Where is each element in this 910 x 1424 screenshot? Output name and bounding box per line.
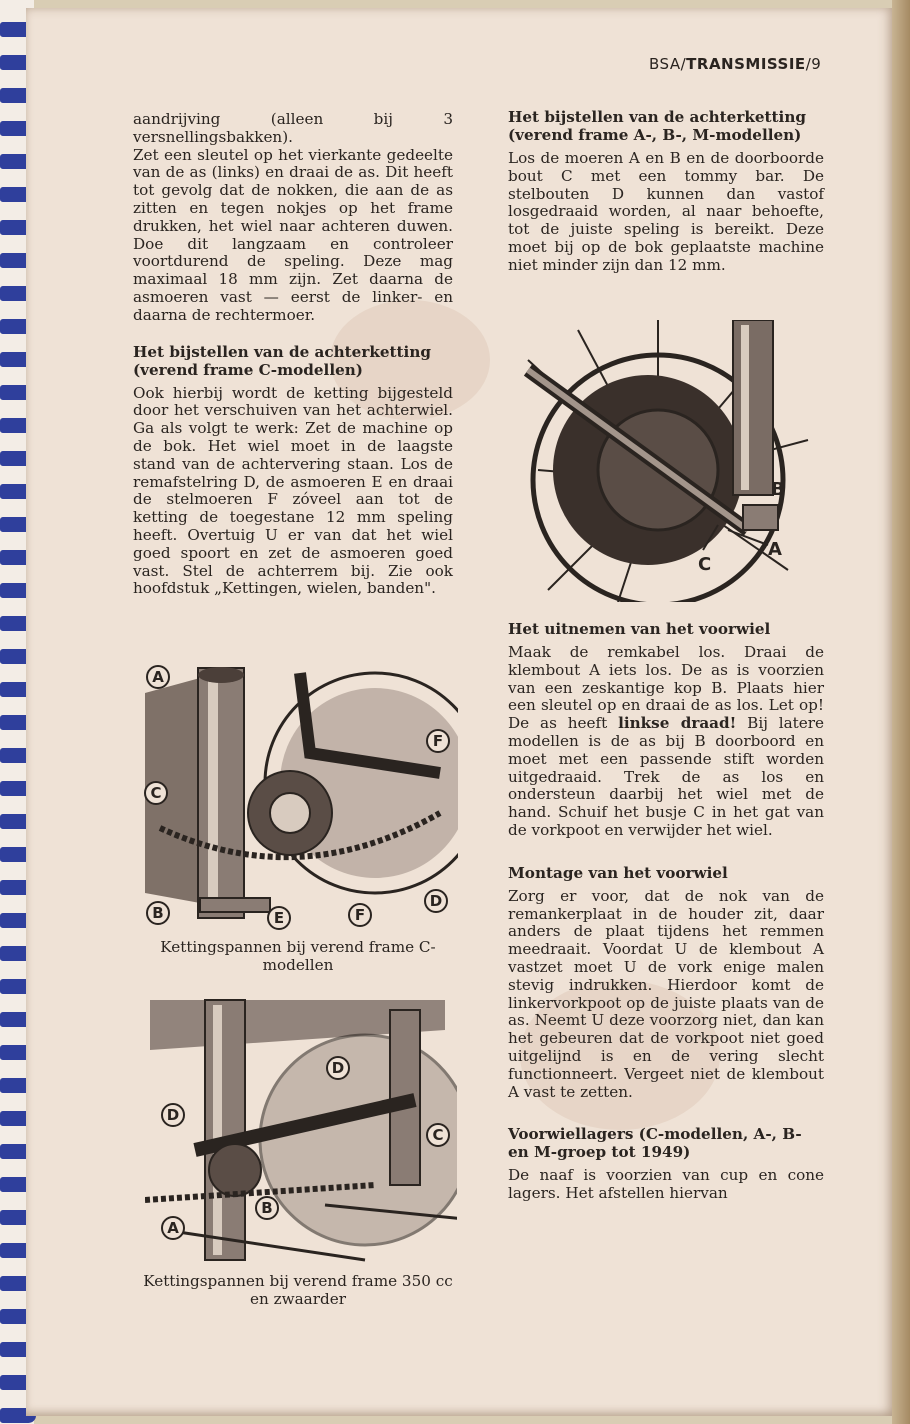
label-d: D (166, 1106, 180, 1124)
section-text: De naaf is voorzien van cup en cone lagers. Het afstellen hiervan (508, 1166, 824, 1203)
label-b: B (261, 1199, 273, 1217)
figure-caption: Kettingspannen bij verend frame 350 cc en zwaarder (143, 1272, 453, 1308)
header-brand: BSA (649, 55, 681, 73)
section-text-part: Bij latere modellen is de as bij B doorboord en moet met een passende stift worden uitgedraaid. Trek de as los en ondersteun daarbij het wiel met de hand. Schuif het busje C in het gat van de vorkpoot en verwijder het wiel. (508, 714, 825, 839)
label-d: D (331, 1059, 345, 1077)
label-f: F (354, 906, 366, 924)
left-column (133, 111, 453, 598)
section-heading: Montage van het voorwiel (508, 863, 728, 882)
label-b: B (152, 904, 164, 922)
right-column-bottom (508, 602, 824, 1203)
label-a: A (152, 668, 164, 686)
section-heading: Het bijstellen van de achterketting (verend frame C-modellen) (133, 342, 431, 379)
intro-paragraph: aandrijving (alleen bij 3 versnellingsbakken). (133, 110, 453, 146)
section-text: Los de moeren A en B en de doorboorde bout C met een tommy bar. De stelbouten D kunnen dan vastof losgedraaid worden, al naar behoefte, tot de juiste speling is bereikt. Deze moet bij op de bok geplaatste machine niet minder zijn dan 12 mm. (508, 149, 824, 274)
illustration-rear-hub (140, 663, 458, 933)
section-text (508, 644, 824, 840)
page-number: 9 (811, 55, 822, 73)
label-e: E (273, 909, 285, 927)
label-f: F (432, 732, 444, 750)
label-c: C (698, 554, 712, 575)
right-column-top (508, 108, 824, 275)
label-a: A (167, 1219, 179, 1237)
section-heading: Het bijstellen van de achterketting (verend frame A-, B-, M-modellen) (508, 108, 806, 144)
section-heading: Het uitnemen van het voorwiel (508, 620, 771, 638)
section-text-part: Maak de remkabel los. Draai de klembout A iets los. De as is voorzien van een zeskantige kop B. Plaats hier een sleutel op en draai de as los. Let op! De as heeft (508, 643, 824, 733)
figure-chain-tensioner-c (140, 663, 458, 933)
section-heading: Voorwiellagers (C-modellen, A-, B- en M-groep tot 1949) (508, 1125, 802, 1162)
header-section: TRANSMISSIE (686, 55, 806, 73)
label-d: D (429, 892, 443, 910)
warning-text: linkse draad! (618, 714, 737, 733)
figure-chain-tensioner-350cc (145, 990, 457, 1268)
page-edge (892, 0, 910, 1424)
label-c: C (432, 1126, 444, 1144)
running-header: BSA/TRANSMISSIE/9 (649, 55, 822, 73)
figure-caption: Kettingspannen bij verend frame C-modellen (160, 938, 436, 974)
figure-front-wheel (518, 320, 818, 602)
label-b: B (771, 479, 785, 500)
section-text: Zorg er voor, dat de nok van de remankerplaat in de houder zit, daar anders de plaat tijdens het remmen meedraait. Voordat U de klembout A vastzet moet U de vork enige malen stevig indrukken. Hierdoor komt de linkervorkpoot op de juiste plaats van de as. Neemt U deze voorzorg niet, dan kan het gebeuren dat de vorkpoot niet goed uitgelijnd is en de vering slecht functionneert. Vergeet niet de klembout A vast te zetten. (508, 886, 824, 1101)
label-a: A (768, 539, 782, 560)
illustration-front-hub (518, 320, 818, 602)
intro-paragraph: Zet een sleutel op het vierkante gedeelte van de as (links) en draai de as. Dit heeft tot gevolg dat de nokken, die aan de as zitten en tegen nokjes op het frame drukken, het wiel naar achteren duwen. Doe dit langzaam en controleer voortdurend de speling. Deze mag maximaal 18 mm zijn. Zet daarna de asmoeren vast — eerst de linker- en daarna de rechtermoer. (133, 145, 453, 324)
label-c: C (150, 784, 162, 802)
illustration-swingarm (145, 990, 457, 1268)
section-text: Ook hierbij wordt de ketting bijgesteld door het verschuiven van het achterwiel. Ga als volgt te werk: Zet de machine op de bok. Het wiel moet in de laagste stand van de achtervering staan. Los de remafstelring D, de asmoeren E en draai de stelmoeren F zóveel aan tot de ketting de toegestane 12 mm speling heeft. Overtuig U er van dat het wiel goed spoort en zet de asmoeren goed vast. Stel de achterrem bij. Zie ook hoofdstuk „Kettingen, wielen, banden". (133, 383, 453, 598)
